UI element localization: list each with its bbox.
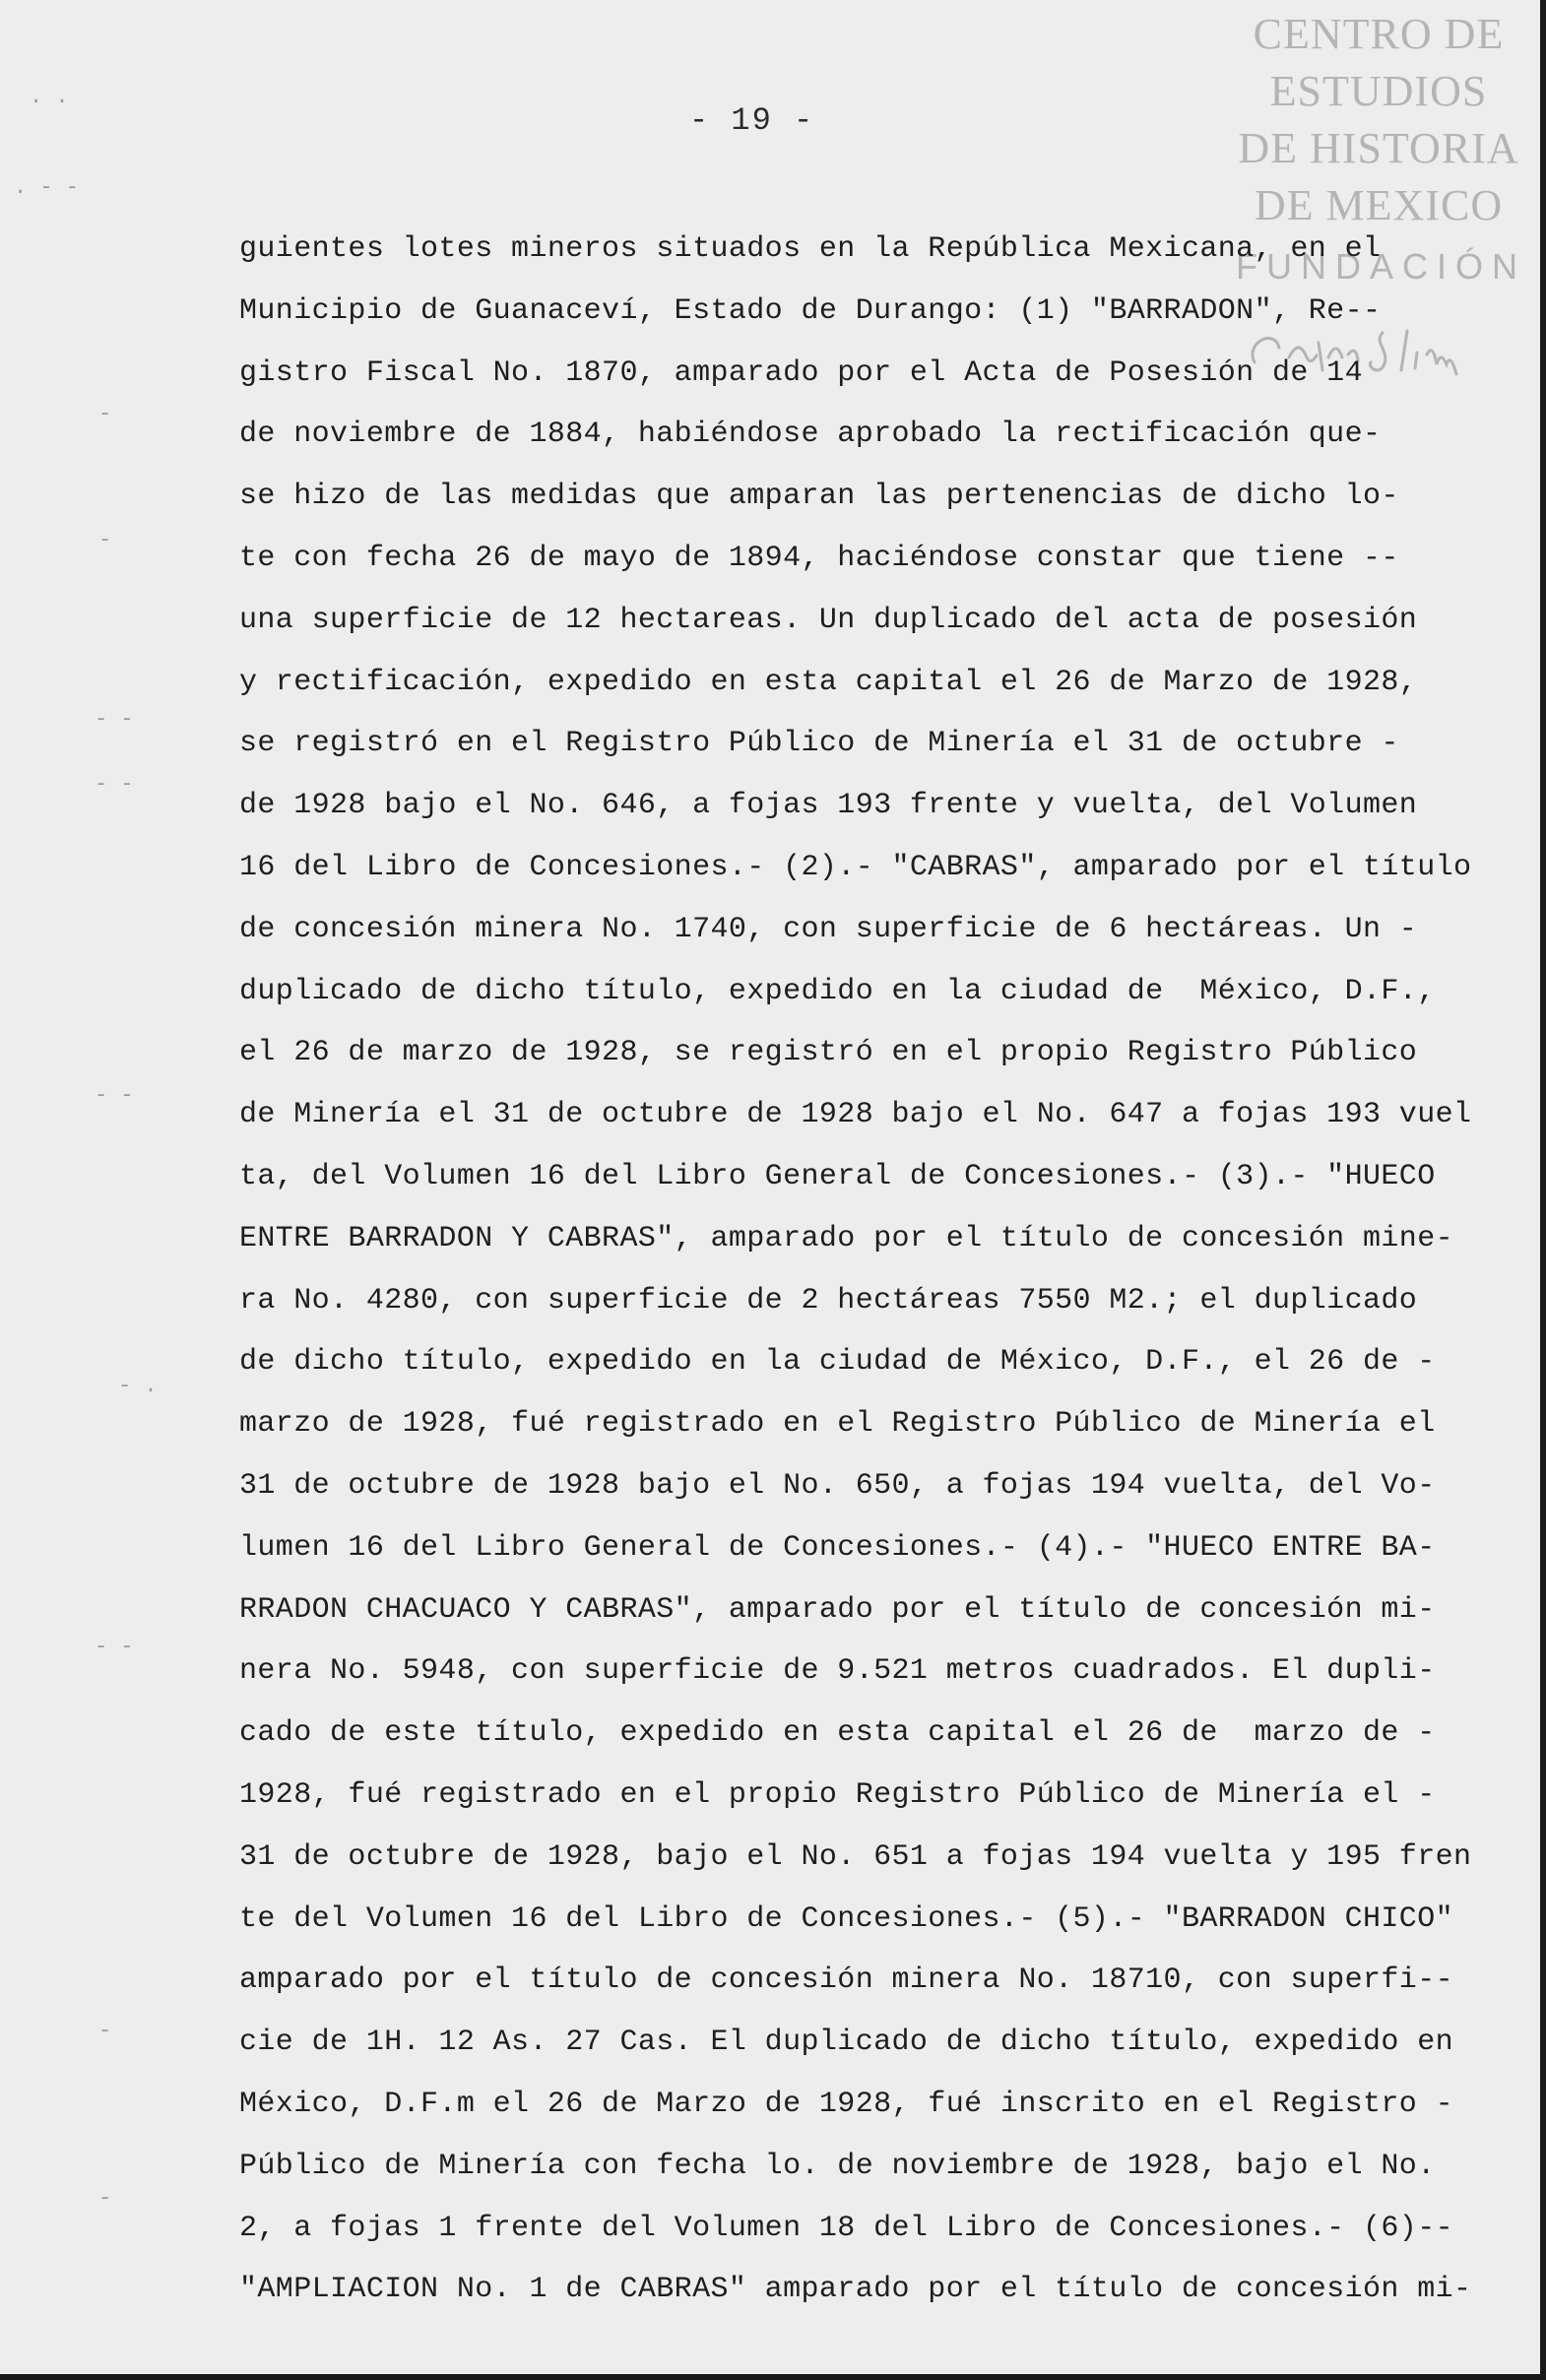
- document-body: [239, 219, 1490, 2321]
- margin-mark: - .: [118, 1374, 158, 1398]
- text-line: lumen 16 del Libro General de Concesiones.- (4).- "HUECO ENTRE BA-: [239, 1530, 1436, 1565]
- margin-mark: -: [98, 2186, 112, 2211]
- text-line: de Minería el 31 de octubre de 1928 bajo el No. 647 a fojas 193 vuel: [239, 1098, 1472, 1132]
- margin-mark: . .: [30, 85, 69, 109]
- text-line: se registró en el Registro Público de Minería el 31 de octubre -: [239, 727, 1399, 761]
- watermark-line: ESTUDIOS: [1269, 67, 1488, 115]
- text-line: se hizo de las medidas que amparan las pertenencias de dicho lo-: [239, 480, 1399, 514]
- margin-mark: -: [98, 528, 112, 552]
- text-line: RRADON CHACUACO Y CABRAS", amparado por el título de concesión mi-: [239, 1592, 1436, 1627]
- margin-mark: - -: [95, 772, 134, 797]
- margin-mark: - -: [95, 1083, 134, 1108]
- text-line: y rectificación, expedido en esta capital el 26 de Marzo de 1928,: [239, 665, 1418, 699]
- text-line: ENTRE BARRADON Y CABRAS", amparado por el título de concesión mine-: [239, 1221, 1453, 1255]
- text-line: de dicho título, expedido en la ciudad de México, D.F., el 26 de -: [239, 1345, 1436, 1380]
- watermark-foundation: FUNDACIÓN: [1236, 246, 1526, 287]
- text-line: de 1928 bajo el No. 646, a fojas 193 frente y vuelta, del Volumen: [239, 789, 1418, 823]
- text-line: guientes lotes mineros situados en la República Mexicana, en el: [239, 232, 1382, 266]
- watermark-line: CENTRO DE: [1253, 10, 1505, 58]
- text-line: el 26 de marzo de 1928, se registró en el propio Registro Público: [239, 1036, 1418, 1070]
- text-line: 31 de octubre de 1928 bajo el No. 650, a fojas 194 vuelta, del Vo-: [239, 1468, 1436, 1503]
- watermark-line: DE MEXICO: [1254, 181, 1504, 229]
- text-line: te del Volumen 16 del Libro de Concesiones.- (5).- "BARRADON CHICO": [239, 1901, 1453, 1936]
- text-line: ta, del Volumen 16 del Libro General de Concesiones.- (3).- "HUECO: [239, 1159, 1436, 1193]
- text-line: "AMPLIACION No. 1 de CABRAS" amparado por el título de concesión mi-: [239, 2273, 1472, 2307]
- text-line: gistro Fiscal No. 1870, amparado por el Acta de Posesión de 14: [239, 355, 1363, 390]
- text-line: Municipio de Guanaceví, Estado de Durango: (1) "BARRADON", Re--: [239, 293, 1382, 328]
- margin-mark: - -: [95, 707, 134, 732]
- text-line: ra No. 4280, con superficie de 2 hectáreas 7550 M2.; el duplicado: [239, 1283, 1418, 1318]
- text-line: nera No. 5948, con superficie de 9.521 metros cuadrados. El dupli-: [239, 1654, 1436, 1689]
- text-line: cie de 1H. 12 As. 27 Cas. El duplicado de dicho título, expedido en: [239, 2026, 1453, 2060]
- text-line: de noviembre de 1884, habiéndose aprobado la rectificación que-: [239, 418, 1382, 452]
- margin-mark: -: [98, 402, 112, 426]
- text-line: 1928, fué registrado en el propio Registro Público de Minería el -: [239, 1777, 1436, 1812]
- text-line: de concesión minera No. 1740, con superficie de 6 hectáreas. Un -: [239, 912, 1418, 946]
- text-line: marzo de 1928, fué registrado en el Registro Público de Minería el: [239, 1407, 1436, 1442]
- text-line: 2, a fojas 1 frente del Volumen 18 del Libro de Concesiones.- (6)--: [239, 2211, 1453, 2245]
- text-line: duplicado de dicho título, expedido en la ciudad de México, D.F.,: [239, 974, 1436, 1008]
- text-line: una superficie de 12 hectareas. Un duplicado del acta de posesión: [239, 603, 1418, 637]
- text-line: te con fecha 26 de mayo de 1894, haciéndose constar que tiene --: [239, 541, 1399, 575]
- margin-mark: - -: [95, 1635, 134, 1659]
- margin-mark: . - -: [14, 175, 80, 200]
- text-line: amparado por el título de concesión minera No. 18710, con superfi--: [239, 1963, 1453, 1998]
- watermark-line: DE HISTORIA: [1238, 124, 1519, 172]
- margin-mark: -: [98, 2019, 112, 2043]
- text-line: 31 de octubre de 1928, bajo el No. 651 a fojas 194 vuelta y 195 fren: [239, 1839, 1472, 1874]
- text-line: 16 del Libro de Concesiones.- (2).- "CABRAS", amparado por el título: [239, 850, 1472, 884]
- text-line: Público de Minería con fecha lo. de noviembre de 1928, bajo el No.: [239, 2149, 1436, 2183]
- text-line: cado de este título, expedido en esta capital el 26 de marzo de -: [239, 1716, 1436, 1751]
- text-line: México, D.F.m el 26 de Marzo de 1928, fué inscrito en el Registro -: [239, 2087, 1453, 2121]
- page-number: - 19 -: [689, 102, 815, 139]
